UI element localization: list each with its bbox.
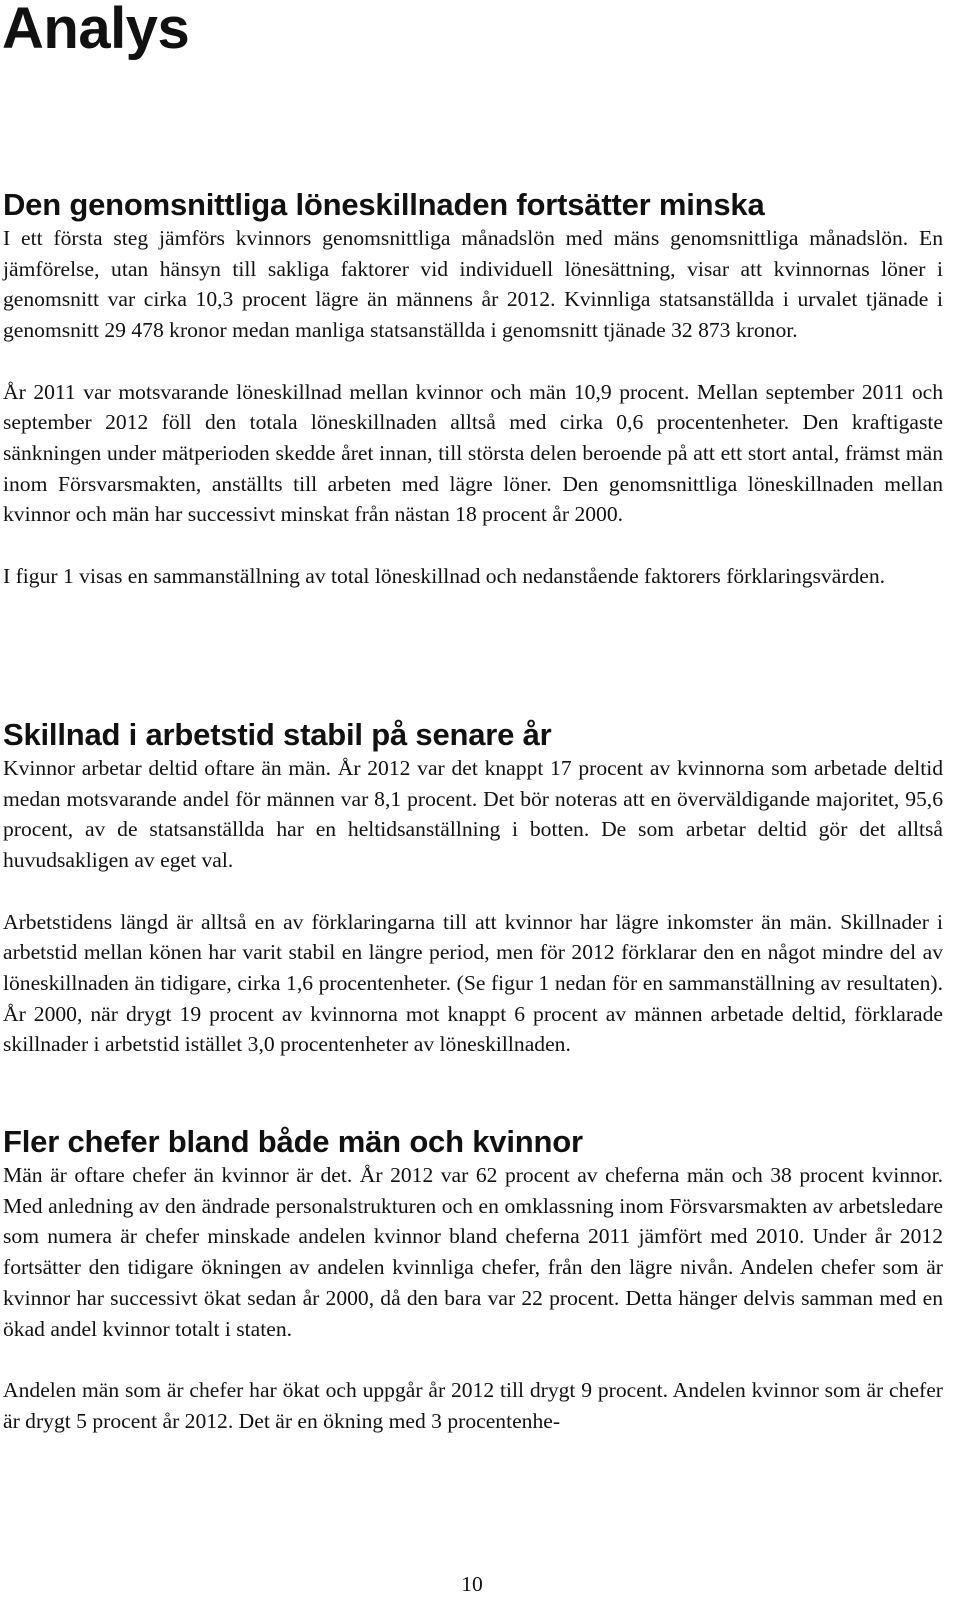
page-title: Analys xyxy=(2,0,190,61)
page-number: 10 xyxy=(461,1572,483,1596)
section-wage-gap xyxy=(3,187,943,591)
section-heading: Den genomsnittliga löneskillnaden fortsätter minska xyxy=(3,187,765,222)
section-heading: Fler chefer bland både män och kvinnor xyxy=(3,1124,583,1159)
section-working-hours xyxy=(3,717,943,1060)
section-heading: Skillnad i arbetstid stabil på senare år xyxy=(3,717,552,752)
body-paragraph: Andelen män som är chefer har ökat och uppgår år 2012 till drygt 9 procent. Andelen kvinnor som är chefer är drygt 5 procent år 2012. Det är en ökning med 3 procentenhe- xyxy=(3,1377,943,1433)
section-managers xyxy=(3,1124,943,1436)
body-paragraph: Kvinnor arbetar deltid oftare än män. År 2012 var det knappt 17 procent av kvinnorna som arbetade deltid medan motsvarande andel för männen var 8,1 procent. Det bör noteras att en överväldigande majoritet, 95,6 procent, av de statsanställda har en heltidsanställning i botten. De som arbetar deltid gör det alltså huvudsakligen av eget val. xyxy=(3,756,943,873)
body-paragraph: I ett första steg jämförs kvinnors genomsnittliga månadslön med mäns genomsnittliga månadslön. En jämförelse, utan hänsyn till sakliga faktorer vid individuell lönesättning, visar att kvinnornas löner i genomsnitt var cirka 10,3 procent lägre än männens år 2012. Kvinnliga statsanställda i urvalet tjänade i genomsnitt 29 478 kronor medan manliga statsanställda i genomsnitt tjänade 32 873 kronor. xyxy=(3,226,943,343)
body-paragraph: Män är oftare chefer än kvinnor är det. År 2012 var 62 procent av cheferna män och 38 procent kvinnor. Med anledning av den ändrade personalstrukturen och en omklassning inom Försvarsmakten av arbetsledare som numera är chefer minskade andelen kvinnor bland cheferna 2011 jämfört med 2010. Under år 2012 fortsätter den tidigare ökningen av andelen kvinnliga chefer, från den lägre nivån. Andelen chefer som är kvinnor har successivt ökat sedan år 2000, då den bara var 22 procent. Detta hänger delvis samman med en ökad andel kvinnor totalt i staten. xyxy=(3,1163,943,1341)
body-paragraph: Arbetstidens längd är alltså en av förklaringarna till att kvinnor har lägre inkomster än män. Skillnader i arbetstid mellan könen har varit stabil en längre period, men för 2012 förklarar den en något mindre del av löneskillnaden än tidigare, cirka 1,6 procentenheter. (Se figur 1 nedan för en sammanställning av resultaten). År 2000, när drygt 19 procent av kvinnorna mot knappt 6 procent av männen arbetade deltid, förklarade skillnader i arbetstid istället 3,0 procentenheter av löneskillnaden. xyxy=(3,909,943,1057)
body-paragraph: År 2011 var motsvarande löneskillnad mellan kvinnor och män 10,9 procent. Mellan september 2011 och september 2012 föll den totala löneskillnaden alltså med cirka 0,6 procentenheter. Den kraftigaste sänkningen under mätperioden skedde året innan, till största delen beroende på att ett stort antal, främst män inom Försvarsmakten, anställts till arbeten med lägre löner. Den genomsnittliga löneskillnaden mellan kvinnor och män har successivt minskat från nästan 18 procent år 2000. xyxy=(3,379,943,527)
body-paragraph: I figur 1 visas en sammanställning av total löneskillnad och nedanstående faktorers förklaringsvärden. xyxy=(3,563,886,588)
